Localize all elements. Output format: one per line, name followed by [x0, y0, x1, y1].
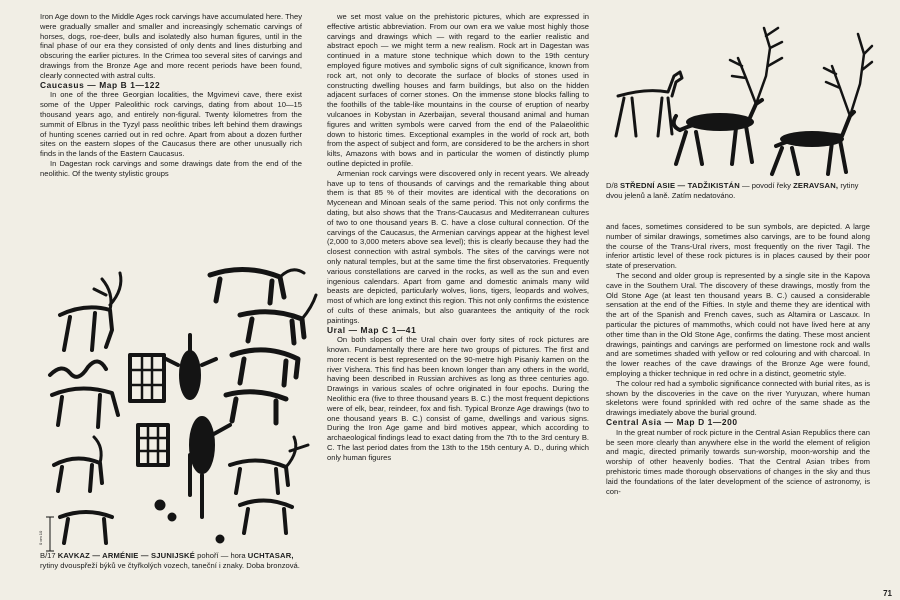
caption-text: pohoří — hora	[195, 551, 246, 560]
paragraph-caucasus-2: In Dagestan rock carvings and some drawings date from the end of the neolithic. Of the twenty stylistic groups	[40, 158, 302, 178]
column-middle	[327, 12, 589, 463]
caption-code-right: D/8	[606, 181, 618, 190]
paragraph-central-asia: In the great number of rock picture in the Central Asian Republics there can be seen more clearly than anywhere else in the world the element of religion and magic, directed primarily towards sun-worship, moon-worship and the worship of other heavenly bodies. That the Central Asian tribes from prehistoric times made thorough observations of changes in the sky and thus laid the foundations of the later development of the science of astronomy, is con-	[606, 427, 870, 496]
column-right	[606, 222, 870, 496]
paragraph-kapova: The second and older group is represented by a single site in the Kapova cave in the Southern Ural. The discovery of these drawings, mostly from the Old Stone Age (at least ten thousand years B. C.) caused a considerable sensation at the end of the Fifties. In style and theme they are identical with the art of the Spanish and French caves, such as Altamira or Lascaux. In particular the pictures of mammoths, which could not have lived here at any other time than in the Old Stone Age, confirms the dating. These most ancient drawings, paintings and carvings are performed on limestone rock and walls and are sometimes shaded with yellow or red colouring and with charcoal. In the lower reaches of the cave drawings of the Bronze Age were found, employing a thicker technique in red ochre in a distinct, geometric style.	[606, 270, 870, 378]
rock-carving-figure-deer	[606, 18, 874, 178]
caption-title: KAVKAZ — ARMÉNIE — SJUNIJSKÉ	[57, 551, 195, 560]
paragraph-ural: On both slopes of the Ural chain over forty sites of rock pictures are known. Fundamentally there are here two groups of pictures. The first and more recent is best represented on the 90-metre high Pisaniy kamen on the river Vishera. This find has been known longer than any others in the world, having been described in Russian archives as long as three centuries ago. Drawings in various scales of ochre originated in four epochs. During the Neolithic era (five to three thousand years B. C.) the most frequent depictions were of elk, bear, reindeer, fox and fish. Typical Bronze Age drawings (two to one thousand years B. C.) consist of game, dwellings and various signs. During the Iron Age game and bird motives appear, which according to archaeological findings lead to exact dating from the 7th to the 3rd century B. C. The last period dates from the 13th to the 15th century A. D., during which only human figures	[327, 335, 589, 462]
paragraph-intro: Iron Age down to the Middle Ages rock carvings have accumulated here. They were gradually smaller and smaller and increasingly schematic carvings of horses, dogs, roe-deer, bulls and isolatedly also human figures, until in the final phase of our era they consisted of only dents and lines disturbing and obscuring the earlier pictures. In the Crimea too several sites of carvings and drawings from the Bronze Age and more recent periods have been found, clearly connected with astral cults.	[40, 12, 302, 80]
paragraph-dagestan: we set most value on the prehistoric pictures, which are expressed in effective artistic abbreviation. From our own era we value most highly those carvings and drawings which — with regard to the earlier realistic and abstract epoch — we might term a new realism. Rock art in Dagestan was continued in a mature stone technique which down to the 19th century employed figure motives and symbolic signs of cult significance, known from rock art, not only to decorate the surface of blocks of stones used in constructing dwelling houses and farm buildings, but also on the hidden adjacent surfaces of corner stones. On the immense stone blocks falling to the foothills of the table-like mountains in the course of eruption of nearby vulcanoes in Kobystan in Azerbaijan, several thousand animal and human figures and written symbols were carved from the end of the Palaeolithic down to historic times. Exceptional examples in the world of rock art, both from the aspect of subject and form, are considered to be the archers in short kilts, Amazons with bows and in particular the women of distinctly plump outline depicted in profile.	[327, 12, 589, 168]
paragraph-armenia: Armenian rock carvings were discovered only in recent years. We already have up to tens of thousands of carvings and the remarkable thing about them is that 85 % of their movites are identical with the decorations on Mycenean and Minoan seals of the same period. This not only confirms the dating, but also shows that the Trans-Caucasus and Mediterranean cultures of two to one thousand years B. C. have a close cultural connection. Of the carvings of the Caucasus, the Armenian carvings appear at the highest level (2,000 to 3,000 meters above sea level); this is clearly because they had the closest connection with astral symbols. The sites of the carvings were not only natural temples, but at the same time the first observatories. Frequently various constellations are carved in the rocks, as well as the sun and even ingenious calendars. Apart from game and domestic animals many wild beasts are depicted, particularly wolves, lions, tigers, leopards and wolves, most of which are long extinct this region. This not only confirms the existence of cults of these animals, but also guarantees the antiquity of the rock paintings.	[327, 168, 589, 325]
heading-caucasus: Caucasus — Map B 1—122	[40, 79, 161, 90]
heading-central-asia: Central Asia — Map D 1—200	[606, 416, 738, 427]
scale-label: 0 cm 10	[38, 530, 43, 545]
caption-text-2: rytiny dvouspřeží býků ve čtyřkolých vozech, taneční i znaky. Doba bronzová.	[40, 560, 300, 570]
scale-bar	[38, 517, 54, 551]
paragraph-colour-red: The colour red had a symbolic significance connected with burial rites, as is shown by the discoveries in the cave on the river Yuryuzan, where human skeletons were found sprinkled with red ochre of the same shade as the drawings imediately above the burial ground.	[606, 378, 870, 418]
figure-caption-right	[606, 181, 870, 200]
caption-title-right: STŘEDNÍ ASIE — TADŽIKISTÁN	[619, 181, 740, 190]
figure-caption-left	[40, 551, 310, 570]
caption-title-2: UCHTASAR,	[247, 551, 294, 560]
column-left	[40, 12, 302, 179]
paragraph-ural-continued: and faces, sometimes considered to be sun symbols, are depicted. A large number of similar drawings, sometimes also carvings, are to be found along the course of the Trans-Ural rivers, most frequently on the river Tagil. The inferior artistic level of these rock pictures is in places caused by their poor state of preservation.	[606, 222, 870, 271]
caption-text-right: — povodí řeky	[739, 181, 794, 190]
rock-carving-figure-armenia	[40, 255, 320, 555]
caption-text-right-2: rytiny dvou jelenů a laně. Zatím nedatováno.	[606, 181, 859, 200]
page-number: 71	[883, 589, 892, 598]
caption-code: B/17	[40, 551, 56, 560]
heading-ural: Ural — Map C 1—41	[327, 324, 417, 335]
caption-title-right-2: ZERAVSAN,	[793, 181, 839, 190]
paragraph-caucasus-1: In one of the three Georgian localities, the Mgvimevi cave, there exist some of the Upper Paleolithic rock carvings, dating from about 10—15 thousand years ago, and entirely non-figural. Twenty kilometres from the summit of Elbrus in the Tyzyl pass neolithic tribes left behind them drawings of hunting scenes carried out in red ochre. Apart from about a dozen further sites on the eastern slopes of the Caucasus there are other unusually rich finds in the lands of the Eastern Caucasus.	[40, 90, 302, 159]
